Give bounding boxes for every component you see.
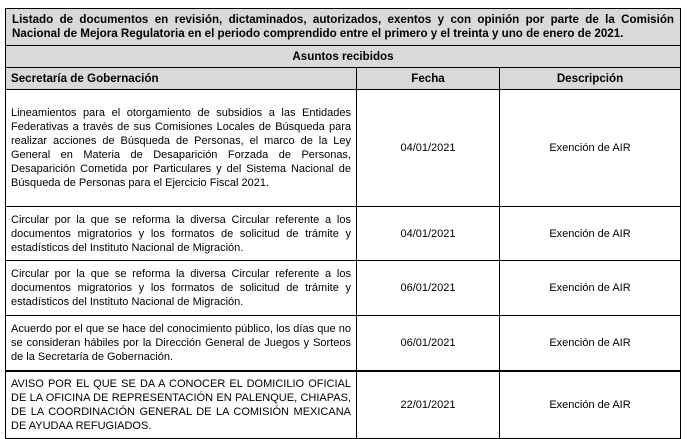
row-date: 22/01/2021: [357, 371, 500, 439]
table-row: [6, 371, 681, 439]
table-row: [6, 207, 681, 261]
row-document-text: AVISO POR EL QUE SE DA A CONOCER EL DOMICILIO OFICIAL DE LA OFICINA DE REPRESENTACIÓN EN PALENQUE, CHIAPAS, DE LA COORDINACIÓN GENERAL DE LA COMISIÓN MEXICANA DE AYUDAA REFUGIADOS.: [6, 371, 357, 439]
row-description: Exención de AIR: [500, 261, 681, 316]
row-description: Exención de AIR: [500, 316, 681, 372]
row-description: Exención de AIR: [500, 90, 681, 207]
column-header-dependency: Secretaría de Gobernación: [6, 68, 357, 90]
table-row: [6, 261, 681, 316]
row-document-text: Circular por la que se reforma la diversa Circular referente a los documentos migratorios y los formatos de solicitud de trámite y estadísticos del Instituto Nacional de Migración.: [6, 261, 357, 316]
documents-table: [5, 8, 681, 439]
row-document-text: Acuerdo por el que se hace del conocimiento público, los días que no se consideran hábiles por la Dirección General de Juegos y Sorteos de la Secretaría de Gobernación.: [6, 316, 357, 372]
row-document-text: Circular por la que se reforma la diversa Circular referente a los documentos migratorios y los formatos de solicitud de trámite y estadísticos del Instituto Nacional de Migración.: [6, 207, 357, 261]
table-title: Listado de documentos en revisión, dictaminados, autorizados, exentos y con opinión por parte de la Comisión Nacional de Mejora Regulatoria en el periodo comprendido entre el primero y el treinta y uno de enero de 2021.: [6, 9, 681, 46]
table-row: [6, 90, 681, 207]
row-date: 06/01/2021: [357, 316, 500, 372]
table-row: [6, 316, 681, 372]
row-document-text: Lineamientos para el otorgamiento de subsidios a las Entidades Federativas a través de sus Comisiones Locales de Búsqueda para realizar acciones de Búsqueda de Personas, el marco de la Ley General en Materia de Desaparición Forzada de Personas, Desaparición Cometida por Particulares y del Sistema Nacional de Búsqueda de Personas para el Ejercicio Fiscal 2021.: [6, 90, 357, 207]
column-header-date: Fecha: [357, 68, 500, 90]
row-description: Exención de AIR: [500, 207, 681, 261]
column-header-description: Descripción: [500, 68, 681, 90]
row-date: 04/01/2021: [357, 207, 500, 261]
section-header: Asuntos recibidos: [6, 46, 681, 68]
row-date: 04/01/2021: [357, 90, 500, 207]
row-date: 06/01/2021: [357, 261, 500, 316]
row-description: Exención de AIR: [500, 371, 681, 439]
